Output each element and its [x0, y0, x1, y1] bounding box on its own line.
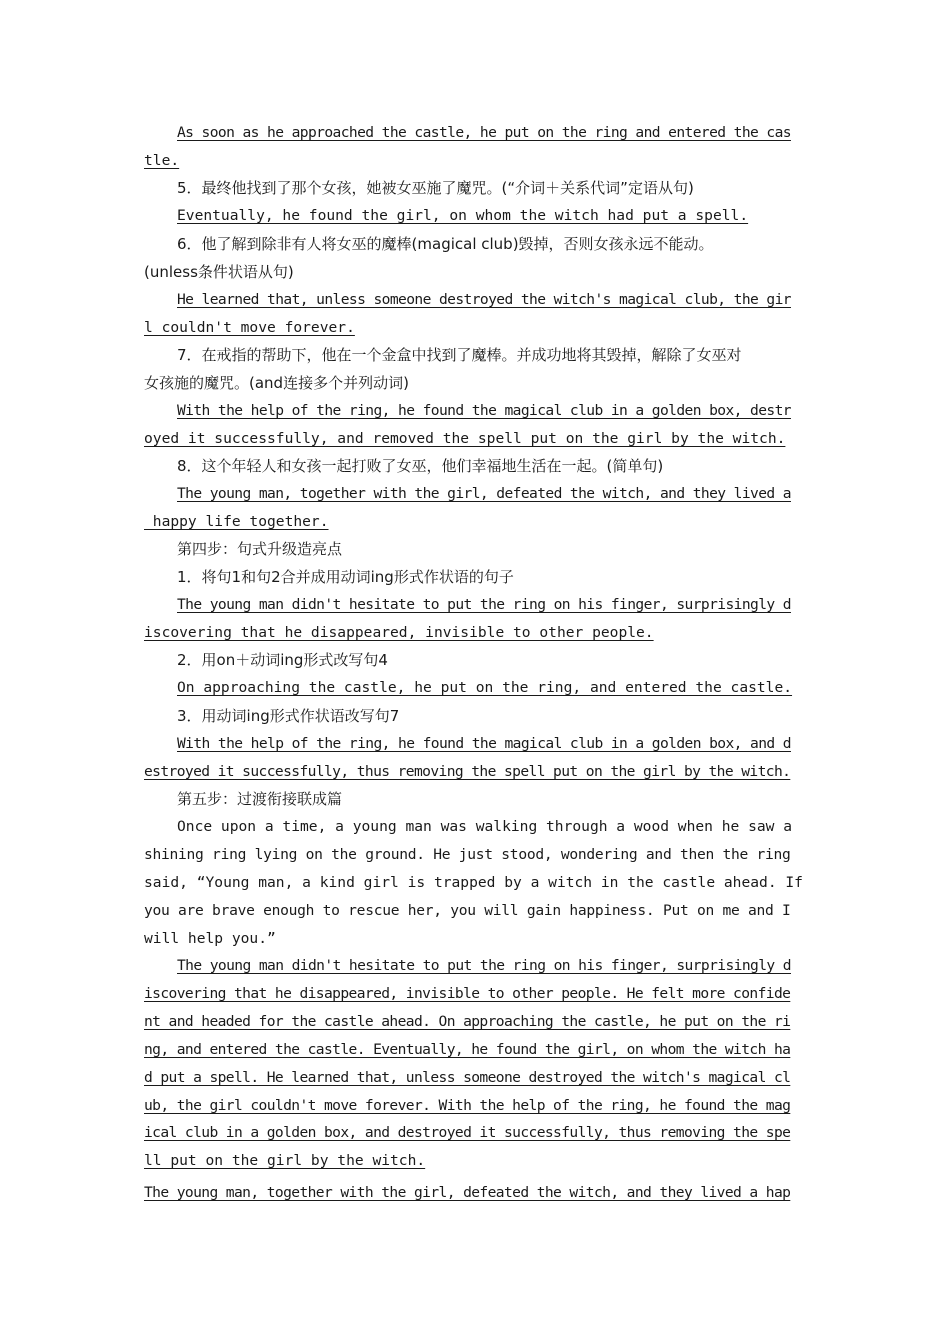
answer-line: The young man didn't hesitate to put the ring on his finger, surprisingly d	[177, 957, 791, 974]
answer-line: nt and headed for the castle ahead. On approaching the castle, he put on the ri	[144, 1013, 791, 1030]
answer-line: oyed it successfully, and removed the spell put on the girl by the witch.	[144, 430, 786, 447]
paragraph-line: said, “Young man, a kind girl is trapped by a witch in the castle ahead. If	[144, 874, 803, 891]
answer-line: d put a spell. He learned that, unless someone destroyed the witch's magical cl	[144, 1069, 791, 1086]
answer-line: With the help of the ring, he found the magical club in a golden box, and d	[177, 735, 791, 752]
question-line: 3．用动词ing形式作状语改写句7	[177, 707, 400, 725]
answer-line: iscovering that he disappeared, invisible to other people. He felt more confide	[144, 985, 791, 1002]
answer-line: ical club in a golden box, and destroyed it successfully, thus removing the spe	[144, 1124, 791, 1141]
question-line: 女孩施的魔咒。(and连接多个并列动词)	[144, 374, 409, 392]
section-heading: 第四步：句式升级造亮点	[177, 540, 343, 558]
answer-line: He learned that, unless someone destroyed the witch's magical club, the gir	[177, 291, 791, 308]
question-line: 6．他了解到除非有人将女巫的魔棒(magical club)毁掉，否则女孩永远不能动。	[177, 235, 714, 253]
answer-line: On approaching the castle, he put on the ring, and entered the castle.	[177, 679, 793, 696]
paragraph-line: Once upon a time, a young man was walking through a wood when he saw a	[177, 818, 793, 835]
question-line: (unless条件状语从句)	[144, 263, 294, 281]
paragraph-line: will help you.”	[144, 930, 276, 947]
question-line: 5．最终他找到了那个女孩，她被女巫施了魔咒。(“介词＋关系代词”定语从句)	[177, 179, 694, 197]
answer-line: ub, the girl couldn't move forever. With the help of the ring, he found the mag	[144, 1097, 791, 1114]
answer-line: happy life together.	[144, 513, 329, 530]
question-line: 2．用on＋动词ing形式改写句4	[177, 651, 388, 669]
answer-line: tle.	[144, 152, 180, 169]
question-line: 7．在戒指的帮助下，他在一个金盒中找到了魔棒。并成功地将其毁掉，解除了女巫对	[177, 346, 742, 364]
answer-line: With the help of the ring, he found the magical club in a golden box, destr	[177, 402, 791, 419]
answer-line: The young man didn't hesitate to put the ring on his finger, surprisingly d	[177, 596, 791, 613]
paragraph-line: you are brave enough to rescue her, you will gain happiness. Put on me and I	[144, 902, 791, 919]
answer-line: estroyed it successfully, thus removing the spell put on the girl by the witch.	[144, 763, 791, 780]
answer-line: iscovering that he disappeared, invisible to other people.	[144, 624, 654, 641]
answer-line: ll put on the girl by the witch.	[144, 1152, 426, 1169]
answer-line: The young man, together with the girl, defeated the witch, and they lived a hap	[144, 1184, 791, 1201]
paragraph-line: shining ring lying on the ground. He just stood, wondering and then the ring	[144, 846, 791, 863]
section-heading: 第五步：过渡衔接联成篇	[177, 790, 343, 808]
answer-line: As soon as he approached the castle, he put on the ring and entered the cas	[177, 124, 791, 141]
answer-line: The young man, together with the girl, defeated the witch, and they lived a	[177, 485, 791, 502]
question-line: 1．将句1和句2合并成用动词ing形式作状语的句子	[177, 568, 514, 586]
answer-line: Eventually, he found the girl, on whom the witch had put a spell.	[177, 207, 749, 224]
answer-line: ng, and entered the castle. Eventually, he found the girl, on whom the witch ha	[144, 1041, 791, 1058]
question-line: 8．这个年轻人和女孩一起打败了女巫，他们幸福地生活在一起。(简单句)	[177, 457, 664, 475]
answer-line: l couldn't move forever.	[144, 319, 355, 336]
